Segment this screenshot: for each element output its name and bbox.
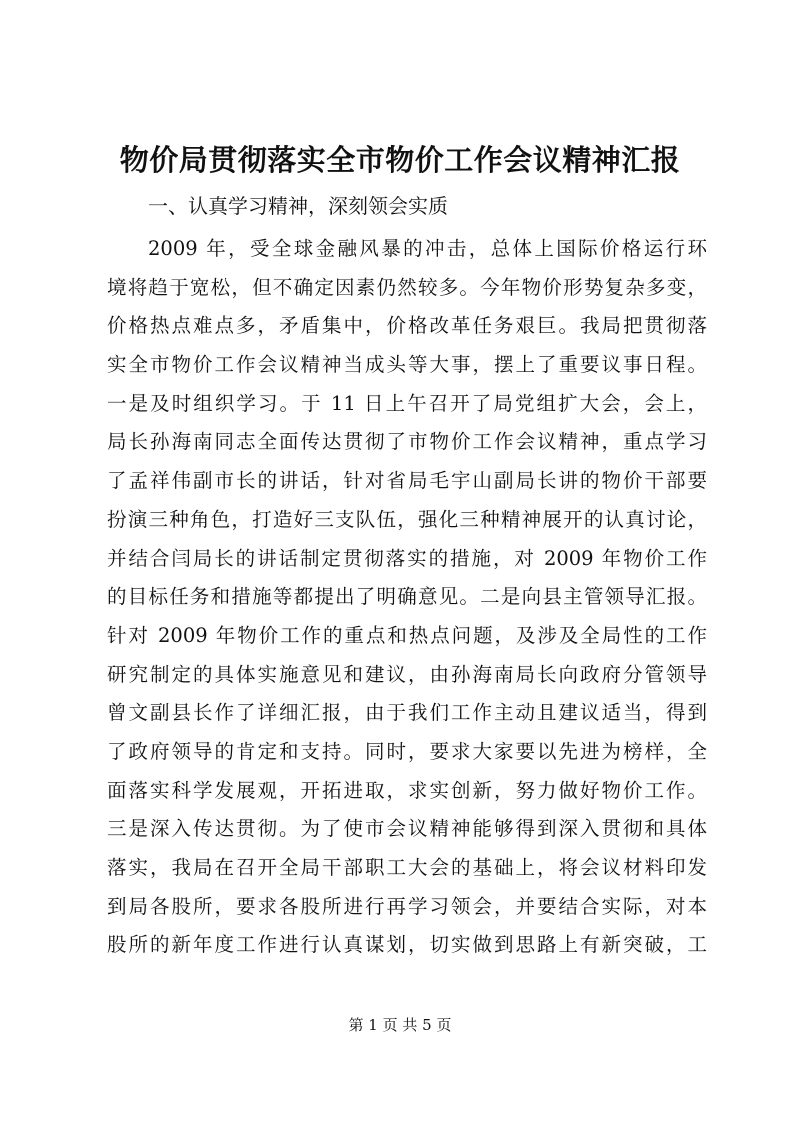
body-line: 到局各股所，要求各股所进行再学习领会，并要结合实际，对本 [107, 894, 707, 918]
body-line: 局长孙海南同志全面传达贯彻了市物价工作会议精神，重点学习 [107, 430, 707, 454]
body-line: 股所的新年度工作进行认真谋划，切实做到思路上有新突破，工 [107, 933, 707, 957]
body-line: 一是及时组织学习。于 11 日上午召开了局党组扩大会，会上， [107, 391, 707, 415]
body-line: 并结合闫局长的讲话制定贯彻落实的措施，对 2009 年物价工作 [107, 546, 707, 570]
body-line: 落实，我局在召开全局干部职工大会的基础上，将会议材料印发 [107, 856, 707, 879]
body-line: 的目标任务和措施等都提出了明确意见。二是向县主管领导汇报。 [107, 585, 707, 609]
body-line: 实全市物价工作会议精神当成头等大事，摆上了重要议事日程。 [107, 353, 707, 377]
body-line: 三是深入传达贯彻。为了使市会议精神能够得到深入贯彻和具体 [107, 817, 707, 841]
body-line: 价格热点难点多，矛盾集中，价格改革任务艰巨。我局把贯彻落 [107, 314, 707, 338]
section-heading: 一、认真学习精神，深刻领会实质 [148, 194, 448, 218]
body-line: 扮演三种角色，打造好三支队伍，强化三种精神展开的认真讨论， [107, 507, 707, 531]
body-line: 了政府领导的肯定和支持。同时，要求大家要以先进为榜样，全 [107, 739, 707, 763]
body-line: 曾文副县长作了详细汇报，由于我们工作主动且建议适当，得到 [107, 701, 707, 725]
body-line: 研究制定的具体实施意见和建议，由孙海南局长向政府分管领导 [107, 662, 707, 686]
body-line: 了孟祥伟副市长的讲话，针对省局毛宇山副局长讲的物价干部要 [107, 469, 707, 493]
body-line: 针对 2009 年物价工作的重点和热点问题，及涉及全局性的工作 [107, 623, 707, 647]
document-title: 物价局贯彻落实全市物价工作会议精神汇报 [119, 143, 681, 177]
body-text [107, 230, 707, 965]
body-line: 面落实科学发展观，开拓进取，求实创新，努力做好物价工作。 [107, 778, 707, 802]
body-line: 2009 年，受全球金融风暴的冲击，总体上国际价格运行环 [148, 237, 707, 260]
page-footer: 第 1 页 共 5 页 [348, 1016, 452, 1034]
body-line: 境将趋于宽松，但不确定因素仍然较多。今年物价形势复杂多变， [107, 275, 707, 299]
